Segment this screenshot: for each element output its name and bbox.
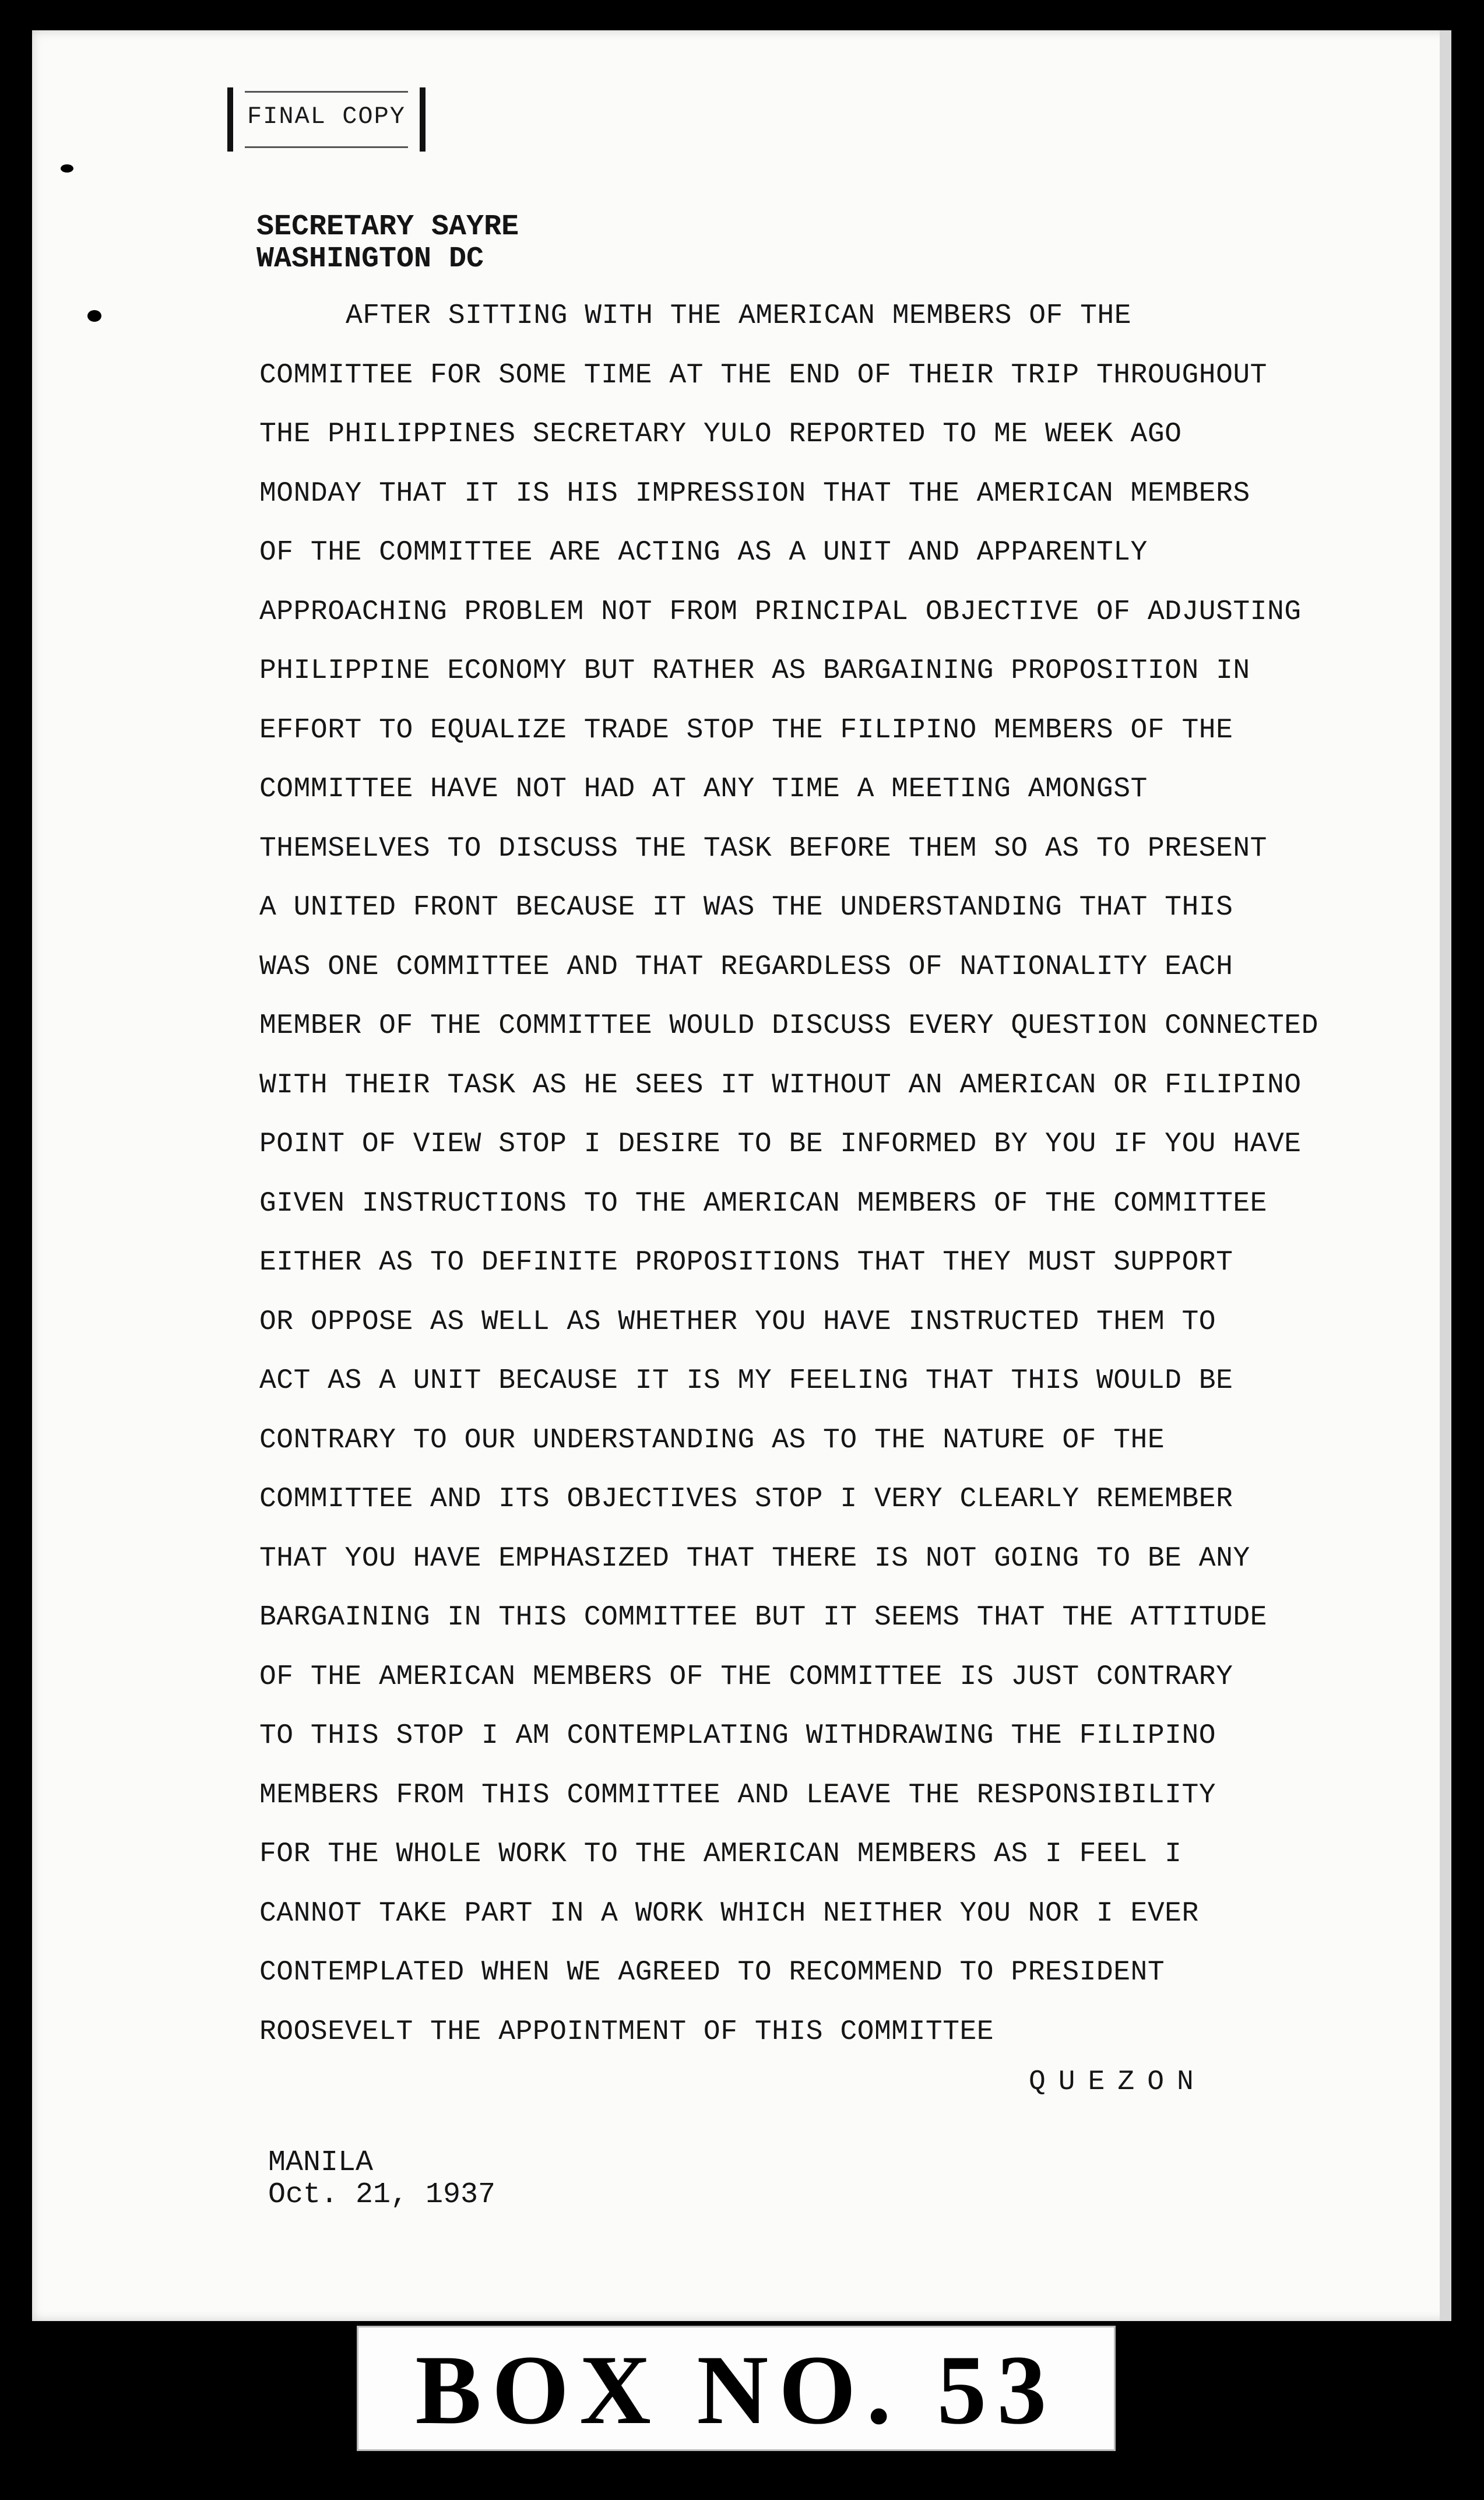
body-line: MEMBER OF THE COMMITTEE WOULD DISCUSS EVERY QUESTION CONNECTED: [259, 1010, 1318, 1042]
page-edge: [1440, 30, 1451, 2321]
date: Oct. 21, 1937: [268, 2178, 496, 2211]
body-line: THEMSELVES TO DISCUSS THE TASK BEFORE THEM SO AS TO PRESENT: [259, 832, 1267, 864]
final-copy-stamp: [227, 87, 425, 152]
body-line: MEMBERS FROM THIS COMMITTEE AND LEAVE THE RESPONSIBILITY: [259, 1779, 1216, 1811]
body-line: MONDAY THAT IT IS HIS IMPRESSION THAT THE AMERICAN MEMBERS: [259, 477, 1250, 509]
body-line: ROOSEVELT THE APPOINTMENT OF THIS COMMITTEE: [259, 2016, 994, 2048]
body-line: EITHER AS TO DEFINITE PROPOSITIONS THAT THEY MUST SUPPORT: [259, 1247, 1233, 1278]
body-line: POINT OF VIEW STOP I DESIRE TO BE INFORMED BY YOU IF YOU HAVE: [259, 1128, 1302, 1160]
body-line: CONTRARY TO OUR UNDERSTANDING AS TO THE NATURE OF THE: [259, 1424, 1165, 1456]
body-line: FOR THE WHOLE WORK TO THE AMERICAN MEMBERS AS I FEEL I: [259, 1838, 1182, 1870]
body-line: AFTER SITTING WITH THE AMERICAN MEMBERS OF THE: [346, 300, 1132, 332]
body-line: TO THIS STOP I AM CONTEMPLATING WITHDRAWING THE FILIPINO: [259, 1720, 1216, 1752]
body-line: APPROACHING PROBLEM NOT FROM PRINCIPAL OBJECTIVE OF ADJUSTING: [259, 596, 1302, 628]
box-number-label: [357, 2326, 1116, 2451]
body-line: CANNOT TAKE PART IN A WORK WHICH NEITHER YOU NOR I EVER: [259, 1897, 1199, 1929]
body-line: OF THE AMERICAN MEMBERS OF THE COMMITTEE IS JUST CONTRARY: [259, 1661, 1233, 1693]
addressee-location: WASHINGTON DC: [256, 242, 484, 276]
telegram-body: [259, 298, 1396, 2073]
body-line: CONTEMPLATED WHEN WE AGREED TO RECOMMEND TO PRESIDENT: [259, 1957, 1165, 1988]
body-line: COMMITTEE FOR SOME TIME AT THE END OF THEIR TRIP THROUGHOUT: [259, 359, 1267, 391]
body-line: A UNITED FRONT BECAUSE IT WAS THE UNDERSTANDING THAT THIS: [259, 892, 1233, 923]
body-line: ACT AS A UNIT BECAUSE IT IS MY FEELING THAT THIS WOULD BE: [259, 1365, 1233, 1397]
body-line: OR OPPOSE AS WELL AS WHETHER YOU HAVE INSTRUCTED THEM TO: [259, 1306, 1216, 1338]
place-date-block: [268, 2147, 495, 2211]
body-line: COMMITTEE HAVE NOT HAD AT ANY TIME A MEETING AMONGST: [259, 773, 1148, 805]
body-line: COMMITTEE AND ITS OBJECTIVES STOP I VERY CLEARLY REMEMBER: [259, 1483, 1233, 1515]
body-line: WAS ONE COMMITTEE AND THAT REGARDLESS OF NATIONALITY EACH: [259, 951, 1233, 983]
box-number-text: BOX NO. 53: [415, 2335, 1057, 2445]
body-line: GIVEN INSTRUCTIONS TO THE AMERICAN MEMBERS OF THE COMMITTEE: [259, 1187, 1267, 1219]
final-copy-label: FINAL COPY: [247, 103, 406, 131]
signature: QUEZON: [1029, 2066, 1207, 2098]
body-line: PHILIPPINE ECONOMY BUT RATHER AS BARGAINING PROPOSITION IN: [259, 655, 1250, 687]
body-line: EFFORT TO EQUALIZE TRADE STOP THE FILIPINO MEMBERS OF THE: [259, 714, 1233, 746]
body-line: WITH THEIR TASK AS HE SEES IT WITHOUT AN AMERICAN OR FILIPINO: [259, 1069, 1302, 1101]
addressee-name: SECRETARY SAYRE: [256, 210, 519, 244]
body-line: BARGAINING IN THIS COMMITTEE BUT IT SEEMS THAT THE ATTITUDE: [259, 1602, 1267, 1633]
place: MANILA: [268, 2146, 374, 2179]
addressee-block: [256, 211, 519, 275]
body-line: THAT YOU HAVE EMPHASIZED THAT THERE IS NOT GOING TO BE ANY: [259, 1542, 1250, 1574]
body-line: THE PHILIPPINES SECRETARY YULO REPORTED TO ME WEEK AGO: [259, 419, 1182, 450]
ink-speck: [61, 164, 73, 173]
body-line: OF THE COMMITTEE ARE ACTING AS A UNIT AND APPARENTLY: [259, 537, 1148, 568]
ink-speck: [87, 310, 101, 322]
